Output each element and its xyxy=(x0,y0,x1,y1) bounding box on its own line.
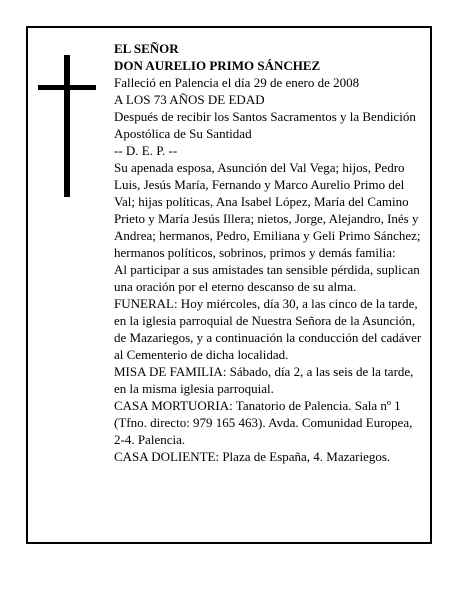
age-line: A LOS 73 AÑOS DE EDAD xyxy=(114,92,265,107)
deceased-name: DON AURELIO PRIMO SÁNCHEZ xyxy=(114,58,321,73)
family-mass-info: MISA DE FAMILIA: Sábado, día 2, a las seis de la tarde, en la misma iglesia parroquial. xyxy=(114,364,414,396)
rip-line: -- D. E. P. -- xyxy=(114,143,178,158)
death-info: Falleció en Palencia el día 29 de enero de 2008 xyxy=(114,75,360,90)
family-paragraph: Su apenada esposa, Asunción del Val Vega; hijos, Pedro Luis, Jesús María, Fernando y Marco Aurelio Primo del Val; hijas políticas, Ana Isabel López, María del Camino Prieto y María Jesús Illera; nietos, Jorge, Alejandro, Inés y Andrea; hermanos, Pedro, Emiliana y Geli Primo Sánchez; hermanos políticos, sobrinos, primos y demás familia: xyxy=(114,160,421,260)
notice-title-line1: EL SEÑOR xyxy=(114,41,179,56)
sacraments-line: Después de recibir los Santos Sacramentos y la Bendición Apostólica de Su Santidad xyxy=(114,109,416,141)
funeral-info: FUNERAL: Hoy miércoles, día 30, a las cinco de la tarde, en la iglesia parroquial de Nuestra Señora de la Asunción, de Mazariegos, y a continuación la conducción del cadáver al Cementerio de dicha localidad. xyxy=(114,296,422,362)
mortuary-info: CASA MORTUORIA: Tanatorio de Palencia. Sala nº 1 (Tfno. directo: 979 165 463). Avda. Comunidad Europea, 2-4. Palencia. xyxy=(114,398,413,447)
cross-horizontal-bar xyxy=(38,85,96,90)
notice-content xyxy=(114,40,422,465)
prayer-request: Al participar a sus amistades tan sensible pérdida, suplican una oración por el eterno descanso de su alma. xyxy=(114,262,420,294)
mourning-house-info: CASA DOLIENTE: Plaza de España, 4. Mazariegos. xyxy=(114,449,391,464)
cross-vertical-bar xyxy=(64,55,70,197)
